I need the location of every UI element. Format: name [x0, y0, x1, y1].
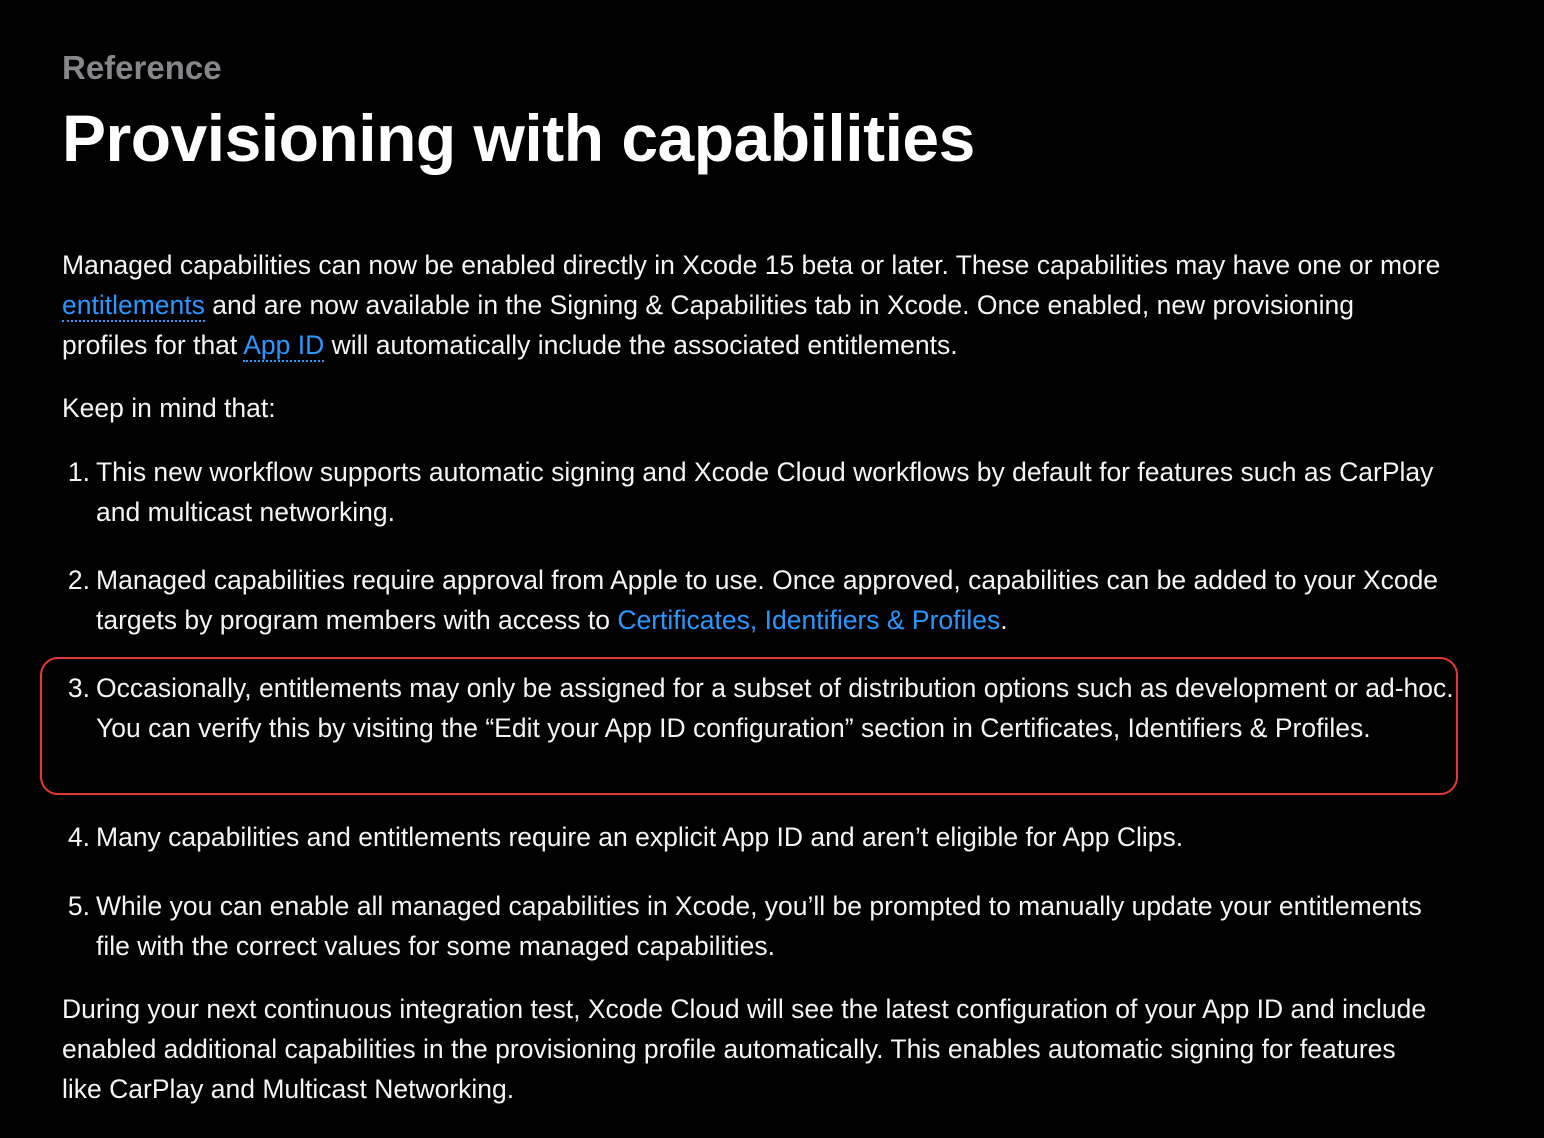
closing-paragraph: During your next continuous integration test, Xcode Cloud will see the latest configuration of your App ID and include enabled additional capabilities in the provisioning profile automatically. This enables automatic signing for features like CarPlay and Multicast Networking.: [62, 994, 1427, 1104]
list-item-text: [96, 560, 1456, 640]
highlight-annotation-box: [40, 657, 1458, 795]
intro-text-1: Managed capabilities can now be enabled directly in Xcode 15 beta or later. These capabilities may have one or more: [62, 250, 1441, 280]
list-item-number: 1.: [67, 457, 90, 487]
keep-in-mind-text: Keep in mind that:: [62, 393, 276, 423]
app-id-link[interactable]: App ID: [243, 330, 325, 360]
list-item-number: 2.: [67, 565, 90, 595]
intro-text-2: and are now available in the Signing & Capabilities tab in Xcode. Once enabled, new provisioning profiles for that: [62, 290, 1354, 360]
list-item-text-2: .: [1000, 605, 1008, 635]
list-item-number: 3.: [67, 673, 90, 703]
page-title: Provisioning with capabilities: [62, 101, 975, 175]
intro-text-3: will automatically include the associated entitlements.: [324, 330, 958, 360]
list-item-text: Many capabilities and entitlements require an explicit App ID and aren’t eligible for App Clips.: [96, 822, 1184, 852]
list-item-text-1: Managed capabilities require approval from Apple to use. Once approved, capabilities can be added to your Xcode targets by program members with access to: [96, 565, 1439, 635]
list-item-text: Occasionally, entitlements may only be assigned for a subset of distribution options such as development or ad-hoc. You can verify this by visiting the “Edit your App ID configuration” section in Certificates, Identifiers & Profiles.: [96, 673, 1454, 743]
list-item-number: 4.: [67, 822, 90, 852]
intro-paragraph: [62, 245, 1442, 365]
list-item-number: 5.: [67, 891, 90, 921]
list-item-text: While you can enable all managed capabilities in Xcode, you’ll be prompted to manually update your entitlements file with the correct values for some managed capabilities.: [96, 891, 1422, 961]
entitlements-link[interactable]: entitlements: [62, 290, 205, 320]
list-item-text: This new workflow supports automatic signing and Xcode Cloud workflows by default for features such as CarPlay and multicast networking.: [96, 457, 1434, 527]
certificates-identifiers-profiles-link[interactable]: Certificates, Identifiers & Profiles: [617, 605, 1001, 635]
eyebrow-label: Reference: [62, 49, 222, 86]
